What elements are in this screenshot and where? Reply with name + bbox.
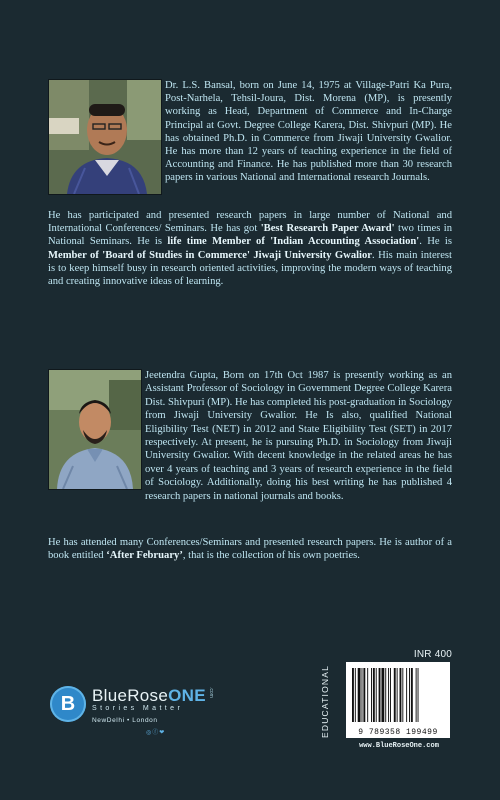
genre-label: EDUCATIONAL: [320, 664, 330, 738]
publisher-tagline: Stories Matter: [92, 705, 184, 712]
author2-bio-intro: [145, 369, 452, 503]
price-label: INR 400: [413, 649, 452, 660]
publisher-logo-letter: B: [60, 693, 76, 715]
publisher-cities: NewDelhi • London: [92, 717, 158, 724]
author1-bio-intro: [165, 79, 452, 185]
social-media-icons: ◎ⓕ❤: [146, 729, 166, 736]
publisher-domain-suffix: .com: [208, 687, 214, 698]
author1-bio-intro-text: Dr. L.S. Bansal, born on June 14, 1975 at Village-Patri Ka Pura, Post-Narhela, Tehsil-Joura, Dist. Morena (MP), is presently working as Head, Department of Commerce and In-Charge Principal at Govt. Degree College Karera, Dist. Shivpuri (MP). He has obtained Ph.D. in Commerce from Jiwaji University Gwalior. He has more than 12 years of teaching experience in the field of Accounting and Finance. He has published more than 30 research papers in various National and International research Journals.: [165, 80, 452, 184]
membership-bos: Member of 'Board of Studies in Commerce' Jiwaji University Gwalior: [48, 249, 372, 261]
author2-bio-details-text: He has attended many Conferences/Seminars and presented research papers. He is author of a book entitled ‘After February’, that is the collection of his own poetries.: [48, 537, 452, 562]
author2-bio-details: [48, 536, 452, 562]
publisher-logo-icon: [50, 686, 86, 722]
publisher-website: www.BlueRoseOne.com: [359, 742, 439, 750]
award-name: 'Best Research Paper Award': [260, 223, 395, 235]
author1-photo: [48, 79, 162, 195]
publisher-name: BlueRoseONE: [92, 686, 206, 705]
membership-iaa: life time Member of 'Indian Accounting Association': [167, 236, 420, 248]
barcode-bars: [346, 662, 450, 728]
author1-bio-details-text: He has participated and presented research papers in large number of National and International Conferences/ Seminars. He has got 'Best Research Paper Award' two times in National Seminars. He is life time Member of 'Indian Accounting Association'. He is Member of 'Board of Studies in Commerce' Jiwaji University Gwalior. His main interest is to keep himself busy in research oriented activities, improving the modern ways of teaching and creating innovative ideas of learning.: [48, 210, 452, 288]
author2-photo: [48, 369, 142, 490]
isbn-barcode: [346, 662, 450, 738]
isbn-number: 9 789358 199499: [358, 728, 438, 737]
author2-bio-intro-text: Jeetendra Gupta, Born on 17th Oct 1987 is presently working as an Assistant Professor of Sociology in Government Degree College Karera Dist. Shivpuri (MP). He has completed his post-graduation in Sociology from Jiwaji University Gwalior. He Is also, qualified National Eligibility Test (NET) in 2012 and State Eligibility Test (SET) in 2017 respectively. At present, he is pursuing Ph.D. in Sociology from Jiwaji University Gwalior. With decent knowledge in the related areas he has over 4 years of teaching and 3 years of research experience in the field of Sociology. Additionally, doing his best writing he has published 4 research papers in national journals and books.: [145, 370, 452, 502]
book-title: ‘After February’: [106, 550, 183, 562]
author1-bio-details: [48, 209, 452, 288]
